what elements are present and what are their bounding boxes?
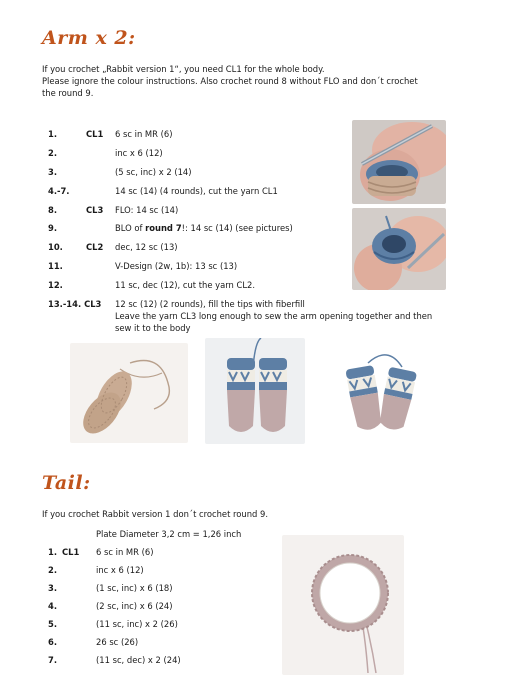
crochet-photo-arms-pair <box>205 338 305 444</box>
round-instruction: inc x 6 (12) <box>115 148 163 158</box>
arm-row-13-cont-2: sew it to the body <box>115 323 191 333</box>
crochet-photo-beige-arms <box>70 343 188 443</box>
crochet-photo-tail-plate <box>282 535 404 675</box>
arm-intro-line-3: the round 9. <box>42 88 94 98</box>
row9-prefix: BLO of <box>115 223 146 233</box>
arm-intro-line-2: Please ignore the colour instructions. Also crochet round 8 without FLO and don´t crochet <box>42 76 418 86</box>
color-code: CL2 <box>86 242 104 252</box>
crochet-photo-blo-round <box>352 208 446 290</box>
round-number: 7. <box>48 655 58 665</box>
round-number: 9. <box>48 223 58 233</box>
tail-plate-diameter: Plate Diameter 3,2 cm = 1,26 inch <box>96 529 242 539</box>
round-number: 4. <box>48 601 58 611</box>
round-number: 12. <box>48 280 63 290</box>
tail-intro: If you crochet Rabbit version 1 don´t crochet round 9. <box>42 509 268 519</box>
round-number: 3. <box>48 583 58 593</box>
row9-mid: !: 14 sc <box>181 223 216 233</box>
round-instruction: 12 sc (12) (2 rounds), fill the tips with fiberfill <box>115 299 305 309</box>
round-instruction: FLO: 14 sc (14) <box>115 205 179 215</box>
round-number: 4.-7. <box>48 186 70 196</box>
arm-row-13-cont-1: Leave the yarn CL3 long enough to sew the arm opening together and then <box>115 311 433 321</box>
round-number: 2. <box>48 565 58 575</box>
round-instruction: (5 sc, inc) x 2 (14) <box>115 167 192 177</box>
round-instruction <box>115 222 293 234</box>
arm-heading: Arm x 2: <box>42 27 136 49</box>
round-instruction: 6 sc in MR (6) <box>96 547 154 557</box>
round-instruction: (2 sc, inc) x 6 (24) <box>96 601 173 611</box>
round-instruction: 26 sc (26) <box>96 637 139 647</box>
round-instruction: 6 sc in MR (6) <box>115 129 173 139</box>
crochet-photo-hook-ring <box>352 120 446 204</box>
round-instruction: (1 sc, inc) x 6 (18) <box>96 583 173 593</box>
round-number: 11. <box>48 261 63 271</box>
color-code: CL1 <box>86 129 104 139</box>
row9-rest: (14) (see pictures) <box>215 223 293 233</box>
arm-intro-line-1: If you crochet „Rabbit version 1“, you need CL1 for the whole body. <box>42 64 325 74</box>
round-instruction: inc x 6 (12) <box>96 565 144 575</box>
color-code: CL3 <box>86 205 104 215</box>
round-number: 2. <box>48 148 58 158</box>
tail-heading: Tail: <box>42 472 91 494</box>
round-number: 1. <box>48 129 58 139</box>
round-instruction: V-Design (2w, 1b): 13 sc (13) <box>115 261 238 271</box>
round-number: 3. <box>48 167 58 177</box>
arm-intro <box>42 63 472 99</box>
round-number: 6. <box>48 637 58 647</box>
crochet-photo-arms-angled <box>328 345 432 440</box>
round-instruction: (11 sc, dec) x 2 (24) <box>96 655 181 665</box>
round-instruction: 14 sc (14) (4 rounds), cut the yarn CL1 <box>115 186 278 196</box>
round-number: 5. <box>48 619 58 629</box>
round-number: 13.-14. CL3 <box>48 299 102 309</box>
round-instruction: 11 sc, dec (12), cut the yarn CL2. <box>115 280 255 290</box>
row9-bold: round 7 <box>145 223 182 233</box>
color-code: CL1 <box>62 547 80 557</box>
round-instruction: dec, 12 sc (13) <box>115 242 178 252</box>
round-number: 1. <box>48 547 58 557</box>
round-number: 10. <box>48 242 63 252</box>
round-instruction: (11 sc, inc) x 2 (26) <box>96 619 178 629</box>
round-number: 8. <box>48 205 58 215</box>
